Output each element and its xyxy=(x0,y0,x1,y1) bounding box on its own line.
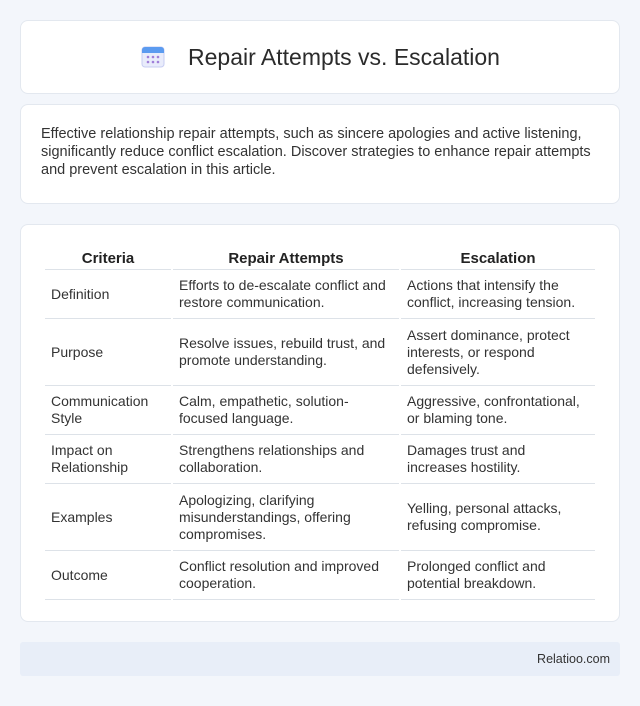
intro-card xyxy=(20,104,620,204)
comparison-card xyxy=(20,224,620,622)
footer xyxy=(20,642,620,676)
escalation-cell: Prolonged conflict and potential breakdown. xyxy=(401,551,595,600)
column-header-escalation: Escalation xyxy=(401,245,595,270)
criteria-cell: Examples xyxy=(45,484,171,551)
table-row xyxy=(45,551,595,600)
repair-cell: Calm, empathetic, solution-focused language. xyxy=(173,386,399,435)
repair-cell: Apologizing, clarifying misunderstandings, offering compromises. xyxy=(173,484,399,551)
escalation-cell: Aggressive, confrontational, or blaming tone. xyxy=(401,386,595,435)
table-row xyxy=(45,386,595,435)
page-title: Repair Attempts vs. Escalation xyxy=(188,43,500,70)
table-row xyxy=(45,319,595,386)
criteria-cell: Outcome xyxy=(45,551,171,600)
title-card xyxy=(20,20,620,94)
table-header-row xyxy=(45,245,595,270)
escalation-cell: Assert dominance, protect interests, or respond defensively. xyxy=(401,319,595,386)
calendar-icon xyxy=(140,44,166,70)
column-header-repair: Repair Attempts xyxy=(173,245,399,270)
escalation-cell: Yelling, personal attacks, refusing compromise. xyxy=(401,484,595,551)
table-row xyxy=(45,270,595,319)
escalation-cell: Actions that intensify the conflict, increasing tension. xyxy=(401,270,595,319)
repair-cell: Strengthens relationships and collaboration. xyxy=(173,435,399,484)
footer-brand[interactable]: Relatioo.com xyxy=(537,652,610,666)
table-row xyxy=(45,484,595,551)
repair-cell: Conflict resolution and improved cooperation. xyxy=(173,551,399,600)
table-row xyxy=(45,435,595,484)
repair-cell: Efforts to de-escalate conflict and restore communication. xyxy=(173,270,399,319)
comparison-table xyxy=(43,245,597,600)
criteria-cell: Purpose xyxy=(45,319,171,386)
criteria-cell: Communication Style xyxy=(45,386,171,435)
escalation-cell: Damages trust and increases hostility. xyxy=(401,435,595,484)
repair-cell: Resolve issues, rebuild trust, and promote understanding. xyxy=(173,319,399,386)
column-header-criteria: Criteria xyxy=(45,245,171,270)
criteria-cell: Impact on Relationship xyxy=(45,435,171,484)
intro-text: Effective relationship repair attempts, such as sincere apologies and active listening, significantly reduce conflict escalation. Discover strategies to enhance repair attempts and prevent escalation in this article. xyxy=(41,126,591,178)
criteria-cell: Definition xyxy=(45,270,171,319)
